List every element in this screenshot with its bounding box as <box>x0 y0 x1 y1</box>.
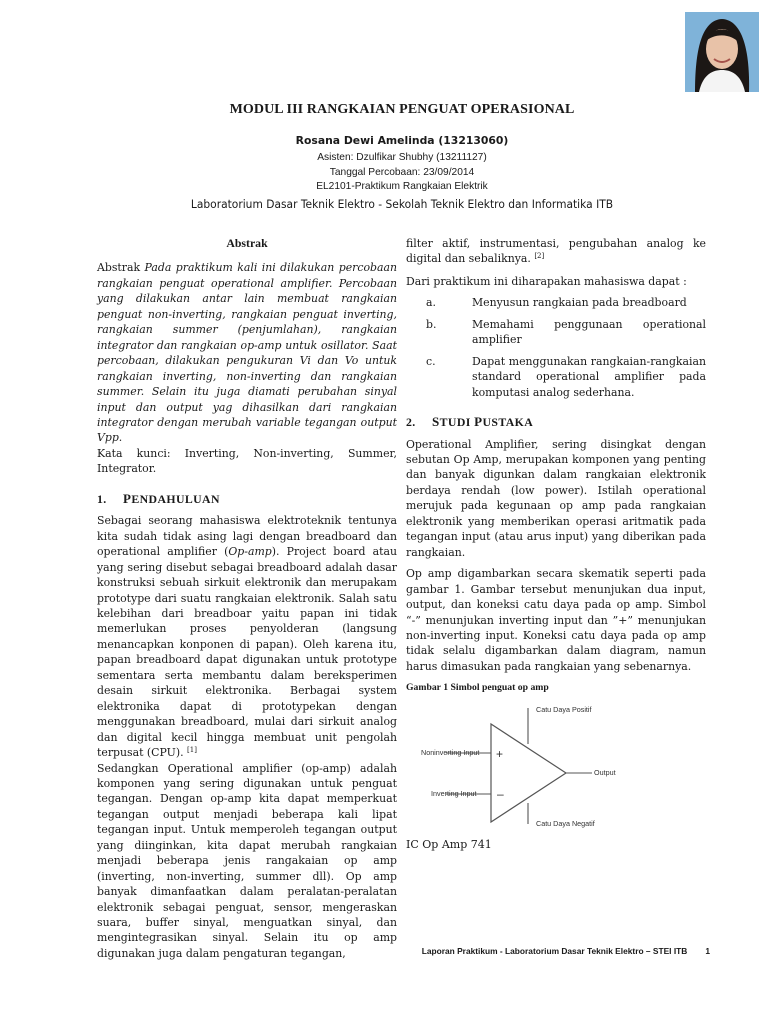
noninverting-input-label: Noninverting Input <box>421 747 480 757</box>
section-1-number: 1. <box>97 491 107 506</box>
section-1-continuation <box>406 236 706 267</box>
positive-supply-label: Catu Daya Positif <box>536 704 592 714</box>
figure-caption: Gambar 1 Simbol penguat op amp <box>406 682 549 694</box>
section-2-number: 2. <box>406 415 416 430</box>
section-1-title-first: P <box>123 490 132 506</box>
list-item-text: Memahami penggunaan operational amplifier <box>472 317 706 347</box>
course-line: EL2101-Praktikum Rangkaian Elektrik <box>316 181 488 192</box>
section-2-title-p: P <box>474 414 483 430</box>
list-item-label: a. <box>426 296 436 310</box>
section-2-title-first: S <box>432 414 440 430</box>
abstract-body: Pada praktikum kali ini dilakukan percobaan rangkaian penguat operational amplifier. Percobaan yang dilakukan antar lain membuat rangkaian penguat non-inverting, rangkaian penguat inverting, rangkaian summer (penjumlahan), rangkaian integrator dan rangkaian op-amp untuk osillator. Saat percobaan, dilakukan pengukuran Vi dan Vo untuk rangkaian inverting, non-inverting dan rangkaian summer. Selain itu juga diamati perubahan sinyal input dan output yag dihasilkan dari rangkaian integrator dengan merubah variable tegangan output Vpp. <box>97 261 397 445</box>
p1-part-b: ). Project board atau yang sering disebut sebagai breadboard adalah dasar konstruksi sebuah sirkuit elektronik dan merupakam prototype dari suatu rangkaian elektronik. Salah satu kelebihan dari breadboar yaitu papan ini tidak memerlukan proses penyolderan (langsung menancapkan konponen di papan). Oleh karena itu, papan breadboard dapat digunakan untuk prototype sementara serta membantu dalam bereksperimen desain sirkuit elektronika. Berbagai system elektronika dapat di prototypekan dengan menggunakan breadboard, mulai dari sirkuit analog dan digital kecil hingga membuat unit pengolah terpusat (CPU). <box>97 545 397 760</box>
author-photo <box>685 12 759 92</box>
paper-title: MODUL III RANGKAIAN PENGUAT OPERASIONAL <box>229 102 575 117</box>
section-2-title-mid: TUDI <box>439 415 475 430</box>
op-amp-symbol-diagram <box>406 702 706 837</box>
assistant-line: Asisten: Dzulfikar Shubhy (13211127) <box>317 152 487 163</box>
abstract-heading: Abstrak <box>226 236 268 250</box>
section-2-paragraph-2: Op amp digambarkan secara skematik seperti pada gambar 1. Gambar tersebut menunjukan dua input, output, dan koneksi catu daya pada op amp. Simbol “-” menunjukan inverting input dan ”+” menunjukan non-inverting input. Koneksi catu daya pada op amp tidak selalu digambarkan dalam diagram, namun harus dimasukan pada rangkaian yang sebenarnya. <box>406 567 706 673</box>
section-1-title-rest: ENDAHULUAN <box>131 491 220 506</box>
section-1-paragraph-1 <box>97 513 397 961</box>
keywords: Kata kunci: Inverting, Non-inverting, Summer, Integrator. <box>97 446 397 476</box>
p2-text: Sedangkan Operational amplifier (op-amp) adalah komponen yang sering digunakan untuk penguat tegangan. Dengan op-amp kita dapat memperkuat tegangan output menjadi beberapa kali lipat tegangan input. Untuk memperoleh tegangan output yang diinginkan, kita dapat merubah rangkaian menjadi beberapa jenis rangakaian op amp (inverting, non-inverting, summer dll). Op amp banyak dimanfaatkan dalam peralatan-peralatan elektronik sebagai penguat, sensor, mengeraskan suara, buffer sinyal, menguatkan sinyal, dan mengintegrasikan sinyal. Selain itu op amp digunakan juga dalam pengaturan tegangan, <box>97 761 397 960</box>
right-column <box>406 236 706 852</box>
list-item-label: c. <box>426 354 436 368</box>
abstract-lead: Abstrak <box>97 261 141 275</box>
p1-italic: Op-amp <box>228 545 272 559</box>
footer-text: Laporan Praktikum - Laboratorium Dasar Teknik Elektro – STEI ITB <box>421 946 688 956</box>
author-portrait-image <box>685 12 759 92</box>
abstract-text <box>97 260 397 445</box>
date-line: Tanggal Percobaan: 23/09/2014 <box>329 167 475 178</box>
negative-supply-label: Catu Daya Negatif <box>536 818 595 828</box>
left-column <box>97 236 397 967</box>
list-item-text: Dapat menggunakan rangkaian-rangkaian standard operational amplifier pada komputasi analog sederhana. <box>472 354 706 399</box>
goals-intro: Dari praktikum ini diharapakan mahasiswa dapat : <box>406 274 687 288</box>
list-item <box>406 295 706 310</box>
lab-line: Laboratorium Dasar Teknik Elektro - Sekolah Teknik Elektro dan Informatika ITB <box>190 197 614 211</box>
section-1-heading <box>97 491 397 507</box>
plus-sign: + <box>496 746 504 761</box>
goals-list <box>406 295 706 400</box>
section-2-title-rest: USTAKA <box>482 415 534 430</box>
list-item <box>406 354 706 400</box>
reference-2: [2] <box>534 252 545 261</box>
p2-continuation: filter aktif, instrumentasi, pengubahan analog ke digital dan sebaliknya. <box>406 237 706 266</box>
page-footer <box>422 946 710 956</box>
page-number: 1 <box>705 946 710 956</box>
reference-1: [1] <box>187 746 197 755</box>
section-2-heading <box>406 414 706 430</box>
list-item <box>406 317 706 348</box>
p1-part-a: Sebagai seorang mahasiswa elektroteknik tentunya kita sudah tidak asing lagi dengan breadboard dan operational amplifier ( <box>97 514 397 559</box>
output-label: Output <box>594 767 616 777</box>
figure-note: IC Op Amp 741 <box>406 837 492 851</box>
list-item-label: b. <box>426 317 437 331</box>
inverting-input-label: Inverting Input <box>431 788 477 798</box>
section-2-paragraph-1: Operational Amplifier, sering disingkat dengan sebutan Op Amp, merupakan komponen yang penting dan banyak digunkan dalam rangkaian elektronik berdaya rendah (low power). Istilah operational merujuk pada kegunaan op amp pada rangkaian elektronik yang memberikan operasi aritmatik pada tegangan input (atau arus input) yang diberikan pada rangkaian. <box>406 437 706 559</box>
minus-sign: – <box>497 786 504 801</box>
author-name: Rosana Dewi Amelinda (13213060) <box>295 134 509 147</box>
list-item-text: Menyusun rangkaian pada breadboard <box>472 296 687 310</box>
